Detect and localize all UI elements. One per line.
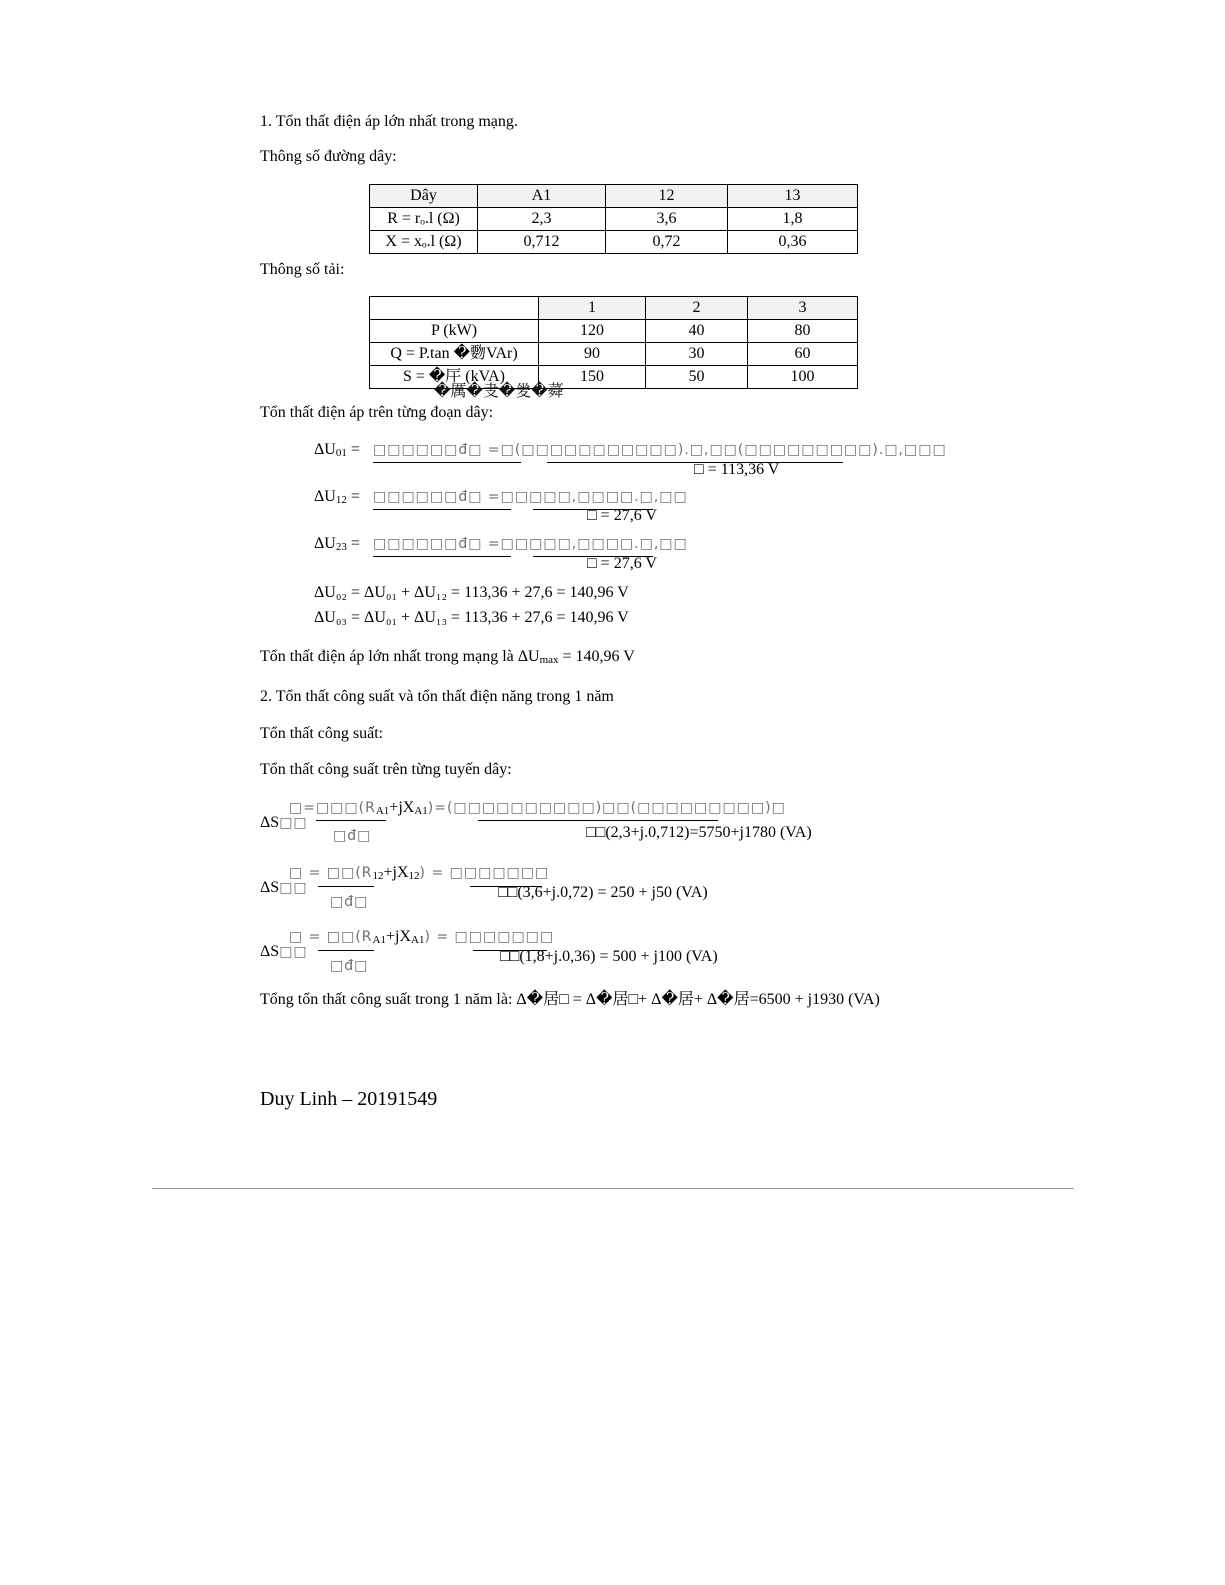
ds2-subscript: □□ [279,880,308,896]
ds3-top-sub2: A1 [411,934,425,946]
ds1-symbol: ΔS [260,814,280,831]
line-params-table [369,184,858,254]
ds1-fraction-bar [316,820,386,821]
load-params-label: Thông số tải: [260,261,345,278]
du01-lhs [314,441,360,460]
table-cell: 90 [539,343,646,366]
ds1-top-sub1: A1 [375,805,390,817]
table-cell: 120 [539,320,646,343]
ds1-top [289,799,786,818]
ds3-top-lead: □ = □□(R [289,929,373,945]
table-cell: 30 [646,343,748,366]
ds2-top [289,864,549,883]
table-cell: R = rₒ.l (Ω) [370,208,478,231]
ds1-subscript: □□ [279,815,308,831]
max-voltage-loss [260,648,635,667]
ds2-fraction-bar [318,886,374,887]
power-loss-each-label: Tổn thất công suất trên từng tuyến dây: [260,761,512,778]
heading-1: 1. Tổn thất điện áp lớn nhất trong mạng. [260,113,518,130]
table-cell: 0,712 [478,231,606,254]
du01-result: □ = 113,36 V [694,461,780,478]
total-power-loss: Tổng tổn thất công suất trong 1 năm là: Δ�居□ = Δ�居□+ Δ�居+ Δ�居=6500 + j1930 (VA) [260,991,880,1008]
table-cell: 0,72 [606,231,728,254]
max-loss-sub: max [539,654,559,666]
table-header-row [370,185,858,208]
du12-sub: 12 [335,494,347,506]
du03-equation: ΔU₀₃ = ΔU₀₁ + ΔU₁₃ = 113,36 + 27,6 = 140,96 V [314,609,629,626]
table-cell: 0,36 [728,231,858,254]
ds1-result: □□(2,3+j.0,712)=5750+j1780 (VA) [586,824,812,841]
ds2-result: □□(3,6+j.0,72) = 250 + j50 (VA) [498,884,708,901]
du23-eq: = [346,535,360,552]
ds2-top-end: ) = □□□□□□□ [419,865,550,881]
table-header-cell: 12 [606,185,728,208]
du23-symbol: ΔU [314,535,336,552]
du23-numerator: □□□□□□đ□ =□□□□□,□□□□.□,□□ [373,536,688,552]
du01-numerator: □□□□□□đ□ =□(□□□□□□□□□□□).□,□□(□□□□□□□□□).□,□□□ [373,442,947,458]
table-cell: 100 [748,366,858,389]
ds2-symbol: ΔS [260,879,280,896]
max-loss-value: = 140,96 V [558,648,635,665]
table-cell: 40 [646,320,748,343]
ds3-top-mid: +jX [385,928,411,945]
ds3-denominator: □đ□ [330,958,369,974]
voltage-loss-label: Tổn thất điện áp trên từng đoạn dây: [260,404,494,421]
du01-symbol: ΔU [314,441,336,458]
du02-equation: ΔU₀₂ = ΔU₀₁ + ΔU₁₂ = 113,36 + 27,6 = 140,96 V [314,584,629,601]
table-header-cell: A1 [478,185,606,208]
table-header-cell [370,297,539,320]
table-overlay-glyphs: �厲�叏�夎�蕣 [434,383,564,400]
page-divider [152,1188,1074,1189]
table-header-row [370,297,858,320]
table-cell: 1,8 [728,208,858,231]
ds3-symbol: ΔS [260,943,280,960]
ds2-denominator: □đ□ [330,894,369,910]
ds3-result: □□(1,8+j.0,36) = 500 + j100 (VA) [500,948,718,965]
ds2-top-sub1: 12 [372,870,384,882]
table-cell: 2,3 [478,208,606,231]
power-loss-label: Tổn thất công suất: [260,725,384,742]
heading-2: 2. Tổn thất công suất và tổn thất điện năng trong 1 năm [260,688,614,705]
du12-symbol: ΔU [314,488,336,505]
ds3-top-end: ) = □□□□□□□ [424,929,555,945]
ds2-top-sub2: 12 [408,870,420,882]
ds1-top-end: )=(□□□□□□□□□□)□□(□□□□□□□□□)□ [427,800,786,816]
du12-result: □ = 27,6 V [587,507,657,524]
table-header-cell: 3 [748,297,858,320]
line-params-label: Thông số đường dây: [260,148,397,165]
du12-lhs [314,488,360,507]
table-cell: 3,6 [606,208,728,231]
table-cell: X = xₒ.l (Ω) [370,231,478,254]
ds2-top-lead: □ = □□(R [289,865,373,881]
table-cell: 150 [539,366,646,389]
table-row [370,343,858,366]
du12-fraction-bar [373,509,511,510]
du01-sub: 01 [335,447,347,459]
du12-numerator: □□□□□□đ□ =□□□□□,□□□□.□,□□ [373,489,688,505]
table-header-cell: 13 [728,185,858,208]
table-cell: 50 [646,366,748,389]
du12-eq: = [346,488,360,505]
ds1-fraction-bar [478,820,718,821]
ds1-top-mid: +jX [389,799,415,816]
du23-result: □ = 27,6 V [587,555,657,572]
ds1-top-lead: □=□□□(R [289,800,376,816]
table-header-cell: 1 [539,297,646,320]
table-header-cell: 2 [646,297,748,320]
ds2-top-mid: +jX [383,864,409,881]
du01-fraction-bar [373,462,521,463]
table-row [370,320,858,343]
ds3-top-sub1: A1 [372,934,386,946]
table-cell: Q = P.tan �覅VAr) [370,343,539,366]
max-loss-text: Tổn thất điện áp lớn nhất trong mạng là ΔU [260,648,540,665]
du23-fraction-bar [373,556,511,557]
table-cell: 80 [748,320,858,343]
table-header-cell: Dây [370,185,478,208]
du23-lhs [314,535,360,554]
du01-eq: = [346,441,360,458]
table-row [370,208,858,231]
ds3-fraction-bar [318,950,374,951]
table-cell: S = �厈 (kVA) [370,366,539,389]
author-footer: Duy Linh – 20191549 [260,1088,438,1110]
table-cell: P (kW) [370,320,539,343]
table-row [370,231,858,254]
ds3-top [289,928,554,947]
du23-sub: 23 [335,541,347,553]
table-cell: 60 [748,343,858,366]
ds1-denominator: □đ□ [333,828,372,844]
load-params-table [369,296,858,389]
ds1-top-sub2: A1 [414,805,428,817]
ds3-subscript: □□ [279,944,308,960]
